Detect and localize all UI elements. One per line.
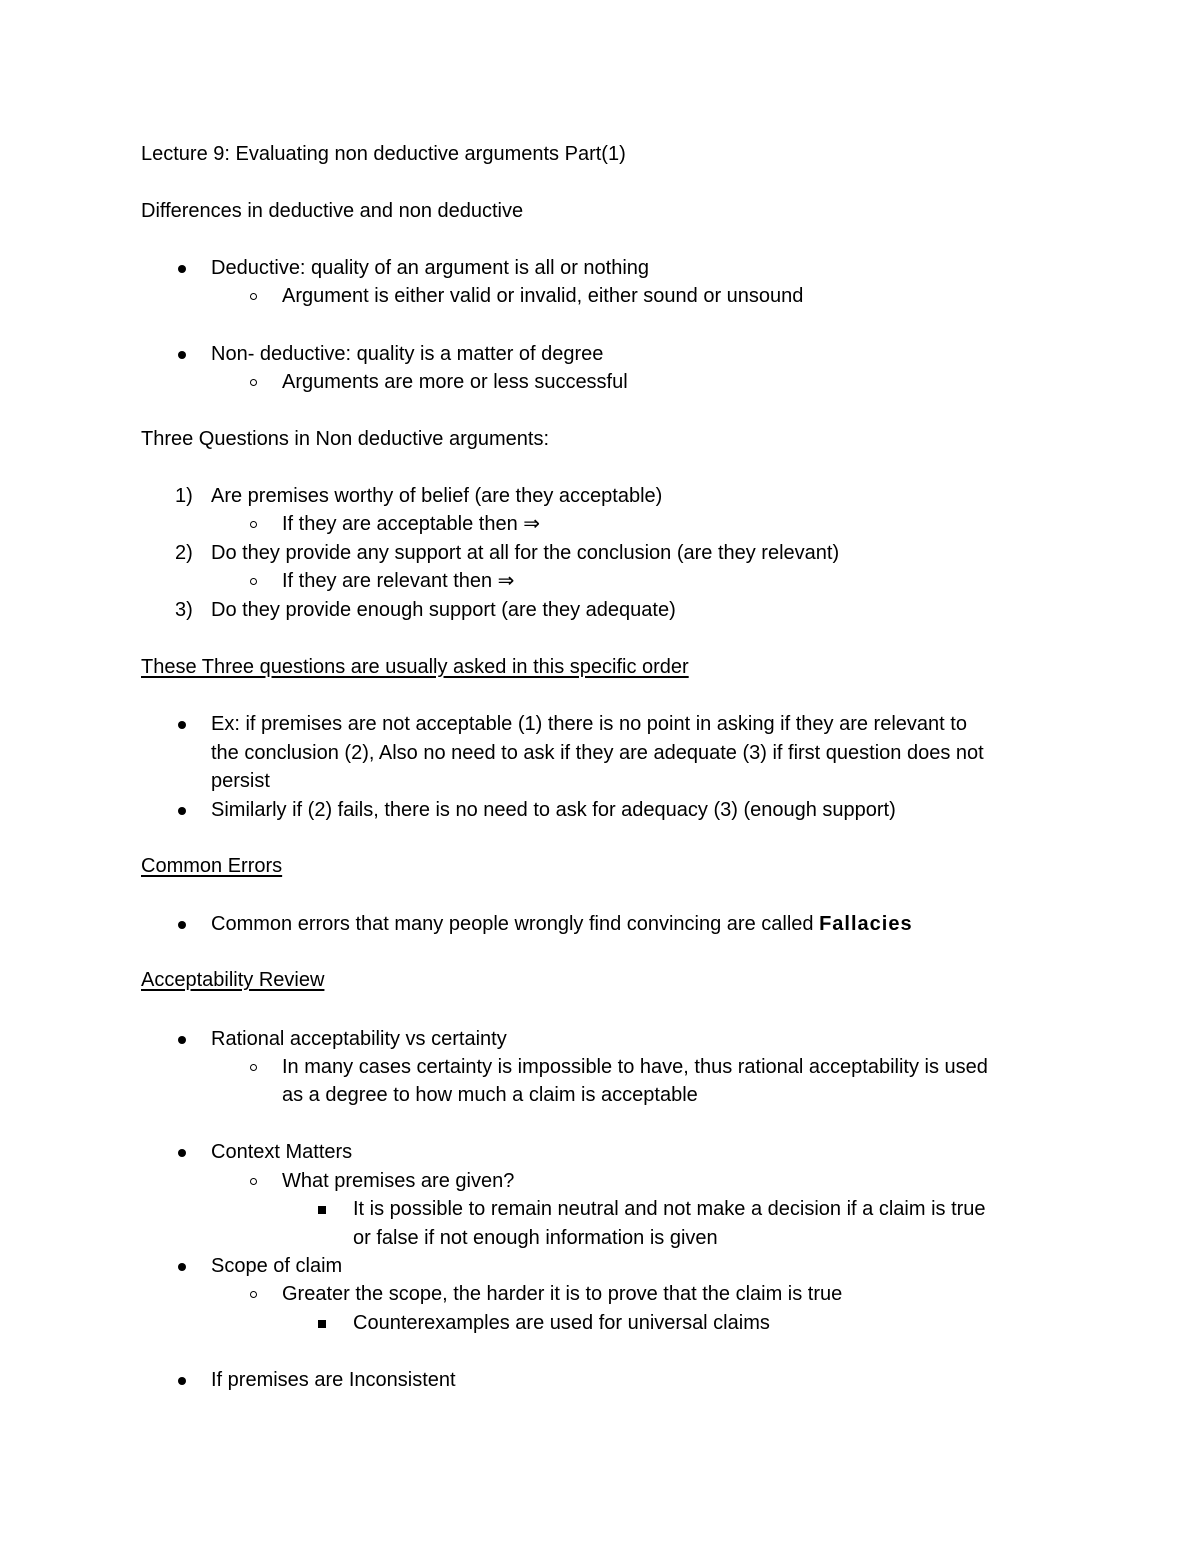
order-heading: These Three questions are usually asked in this specific order: [141, 656, 689, 678]
page-title: Lecture 9: Evaluating non deductive arguments Part(1): [141, 143, 626, 165]
bullet-dot-icon: [178, 807, 186, 815]
acceptability-heading: Acceptability Review: [141, 969, 325, 991]
list-number: 2): [175, 542, 193, 564]
bullet-ring-icon: [250, 1064, 257, 1071]
bullet-dot-icon: [178, 921, 186, 929]
bullet-ring-icon: [250, 521, 257, 528]
list-item-line: persist: [211, 770, 270, 792]
fallacies-term: Fallacies: [819, 913, 913, 935]
list-item: If premises are Inconsistent: [211, 1369, 456, 1391]
list-item: Are premises worthy of belief (are they acceptable): [211, 485, 663, 507]
bullet-dot-icon: [178, 1377, 186, 1385]
errors-text: Common errors that many people wrongly find convincing are called: [211, 913, 820, 935]
bullet-square-icon: [318, 1206, 326, 1214]
list-number: 3): [175, 599, 193, 621]
list-number: 1): [175, 485, 193, 507]
list-item: [211, 910, 913, 938]
bullet-dot-icon: [178, 1149, 186, 1157]
bullet-ring-icon: [250, 379, 257, 386]
list-item: Scope of claim: [211, 1255, 343, 1277]
errors-heading: Common Errors: [141, 855, 283, 877]
list-subitem-line: as a degree to how much a claim is acceptable: [282, 1084, 698, 1106]
list-subitem: If they are acceptable then ⇒: [282, 513, 541, 535]
bullet-ring-icon: [250, 1178, 257, 1185]
differences-heading: Differences in deductive and non deductive: [141, 200, 524, 222]
bullet-ring-icon: [250, 293, 257, 300]
list-subsubitem-line: or false if not enough information is given: [353, 1227, 718, 1249]
bullet-dot-icon: [178, 351, 186, 359]
list-item: Deductive: quality of an argument is all or nothing: [211, 257, 650, 279]
bullet-square-icon: [318, 1320, 326, 1328]
questions-heading: Three Questions in Non deductive arguments:: [141, 428, 549, 450]
bullet-dot-icon: [178, 1263, 186, 1271]
list-subitem: Arguments are more or less successful: [282, 371, 628, 393]
list-item: Context Matters: [211, 1141, 353, 1163]
list-item: Similarly if (2) fails, there is no need to ask for adequacy (3) (enough support): [211, 799, 896, 821]
list-item: Do they provide any support at all for the conclusion (are they relevant): [211, 542, 840, 564]
list-subitem: If they are relevant then ⇒: [282, 570, 515, 592]
bullet-ring-icon: [250, 578, 257, 585]
list-item: Do they provide enough support (are they adequate): [211, 599, 676, 621]
list-subitem: Greater the scope, the harder it is to prove that the claim is true: [282, 1283, 843, 1305]
list-subitem: What premises are given?: [282, 1170, 515, 1192]
list-item-line: Ex: if premises are not acceptable (1) there is no point in asking if they are relevant to: [211, 713, 967, 735]
list-item: Rational acceptability vs certainty: [211, 1028, 507, 1050]
bullet-dot-icon: [178, 265, 186, 273]
list-item: Non- deductive: quality is a matter of degree: [211, 343, 604, 365]
list-subitem-line: In many cases certainty is impossible to have, thus rational acceptability is used: [282, 1056, 988, 1078]
list-subsubitem-line: It is possible to remain neutral and not make a decision if a claim is true: [353, 1198, 986, 1220]
list-item-line: the conclusion (2), Also no need to ask if they are adequate (3) if first question does not: [211, 742, 984, 764]
bullet-ring-icon: [250, 1291, 257, 1298]
bullet-dot-icon: [178, 1036, 186, 1044]
bullet-dot-icon: [178, 721, 186, 729]
list-subsubitem: Counterexamples are used for universal claims: [353, 1312, 770, 1334]
list-subitem: Argument is either valid or invalid, either sound or unsound: [282, 285, 804, 307]
